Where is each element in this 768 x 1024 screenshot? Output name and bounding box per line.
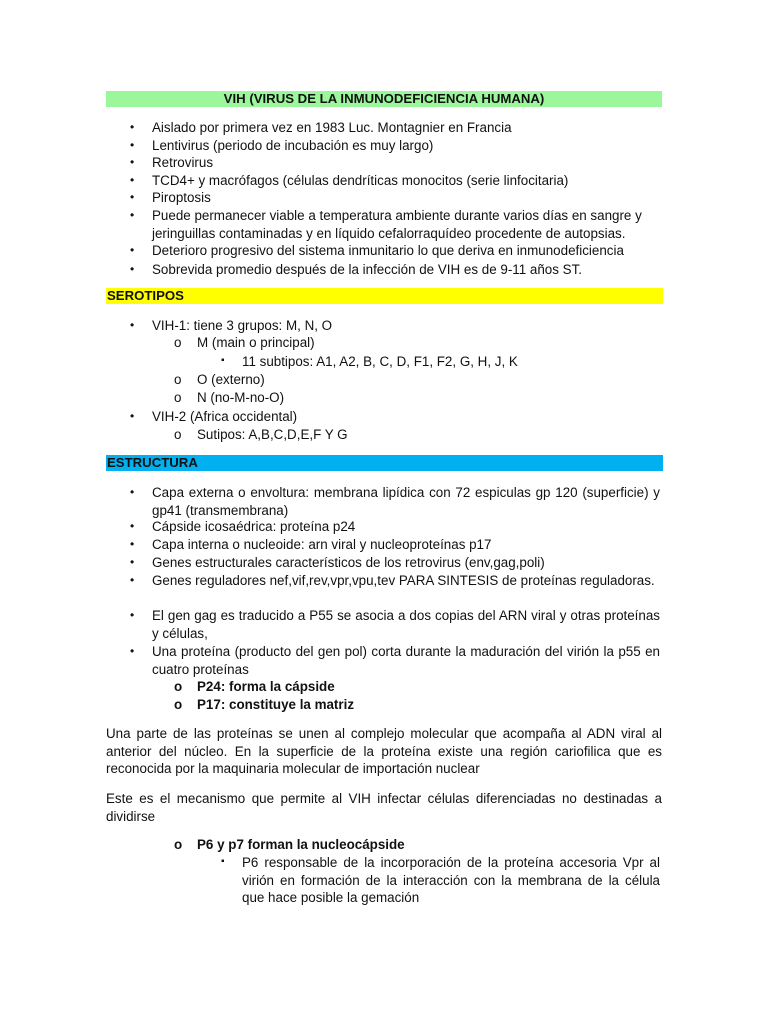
bullet-marker: • bbox=[130, 485, 135, 499]
square-marker: ▪ bbox=[221, 856, 225, 867]
paragraph-nuclear-import: Una parte de las proteínas se unen al complejo molecular que acompaña al ADN viral al anterior del núcleo. En la superficie de la proteína existe una región cariofilica que es reconocida por la maquinaria molecular de importación nuclear bbox=[106, 726, 662, 776]
section-heading-serotipos: SEROTIPOS bbox=[106, 288, 663, 304]
bullet-marker: • bbox=[130, 644, 135, 658]
section-heading-estructura: ESTRUCTURA bbox=[106, 455, 663, 471]
circle-marker: o bbox=[174, 390, 182, 405]
bullet-marker: • bbox=[130, 409, 135, 423]
bullet-marker: • bbox=[130, 608, 135, 622]
paragraph-mechanism: Este es el mecanismo que permite al VIH infectar células diferenciadas no destinadas a dividirse bbox=[106, 791, 662, 824]
document-title: VIH (VIRUS DE LA INMUNODEFICIENCIA HUMANA) bbox=[106, 91, 662, 107]
circle-marker: o bbox=[174, 427, 182, 442]
bullet-marker: • bbox=[130, 243, 135, 257]
document-page: VIH (VIRUS DE LA INMUNODEFICIENCIA HUMANA) • Aislado por primera vez en 1983 Luc. Montagnier en Francia • Lentivirus (periodo de incubación es muy largo) • Retrovirus • TCD4+ y macrófagos (células dendríticas monocitos (serie linfocitaria) • Piroptosis • Puede permanecer viable a temperatura ambiente durante varios días en sangre y jeringuillas contaminadas y en líquido cefalorraquídeo procedente de autopsias. • Deterioro progresivo del sistema inmunitario lo que deriva en inmunodeficiencia • Sobrevida promedio después de la infección de VIH es de 9-11 años ST. SEROTIPOS • VIH-1: tiene 3 grupos: M, N, O o M (main o principal) ▪ 11 subtipos: A1, A2, B, C, D, F1, F2, G, H, J, K o O (externo) o N (no-M-no-O) • VIH-2 (Africa occidental) o Sutipos: A,B,C,D,E,F Y G ESTRUCTURA • Capa externa o envoltura: membrana lipídica con 72 espiculas gp 120 (superficie) y gp41 (transmembrana) • Cápside icosaédrica: proteína p24 • Capa interna o nucleoide: arn viral y nucleoproteínas p17 • Genes estructurales característicos de los retrovirus (env,gag,poli) • Genes reguladores nef,vif,rev,vpr,vpu,tev PARA SINTESIS de proteínas reguladoras. • El gen gag es traducido a P55 se asocia a dos copias del ARN viral y otras proteínas y células, • Una proteína (producto del gen pol) corta durante la maduración del virión la p55 en cuatro proteínas o P24: forma la cápside o P17: constituye la matriz Una parte de las proteínas se unen al complejo molecular que acompaña al ADN viral al anterior del núcleo. En la superficie de la proteína existe una región cariofilica que es reconocida por la maquinaria molecular de importación nuclear Este es el mecanismo que permite al VIH infectar células diferenciadas no destinadas a dividirse o P6 y p7 forman la nucleocápside ▪ P6 responsable de la incorporación de la proteína accesoria Vpr al virión en formación de la interacción con la membrana de la célula que hace posible la gemación bbox=[106, 91, 662, 905]
bullet-marker: • bbox=[130, 262, 135, 276]
bullet-marker: • bbox=[130, 138, 135, 152]
bullet-marker: • bbox=[130, 318, 135, 332]
circle-marker: o bbox=[174, 372, 182, 387]
square-marker: ▪ bbox=[221, 355, 225, 366]
bullet-marker: • bbox=[130, 155, 135, 169]
bullet-marker: • bbox=[130, 555, 135, 569]
bullet-marker: • bbox=[130, 190, 135, 204]
circle-marker: o bbox=[174, 837, 183, 852]
bullet-marker: • bbox=[130, 120, 135, 134]
bullet-marker: • bbox=[130, 537, 135, 551]
bullet-marker: • bbox=[130, 208, 135, 222]
bullet-marker: • bbox=[130, 519, 135, 533]
circle-marker: o bbox=[174, 697, 183, 712]
bullet-marker: • bbox=[130, 573, 135, 587]
circle-marker: o bbox=[174, 335, 182, 350]
circle-marker: o bbox=[174, 679, 183, 694]
bullet-marker: • bbox=[130, 173, 135, 187]
